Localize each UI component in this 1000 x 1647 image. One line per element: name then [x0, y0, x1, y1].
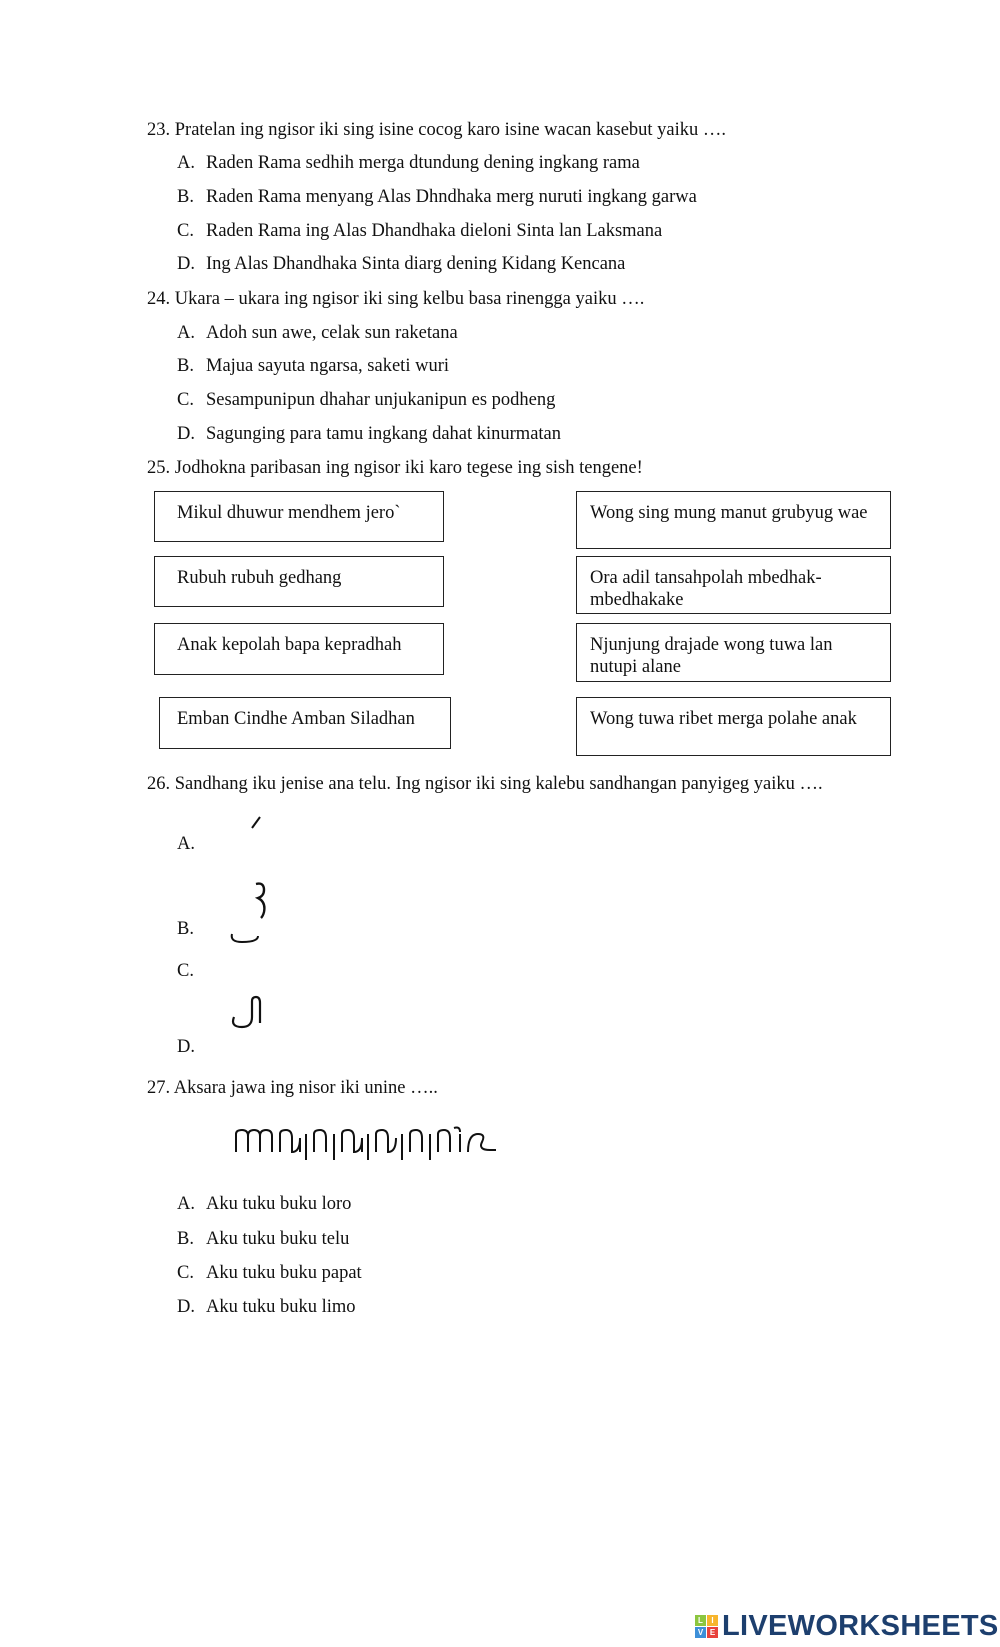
- option-27b[interactable]: B.: [177, 1229, 194, 1249]
- option-text: Sagunging para tamu ingkang dahat kinurmatan: [206, 424, 562, 444]
- match-left-1[interactable]: Mikul dhuwur mendhem jero`: [154, 491, 444, 542]
- aksara-jawa-image: [234, 1126, 498, 1162]
- question-26: [147, 773, 823, 795]
- badge-letter: L: [695, 1615, 706, 1626]
- question-text: Pratelan ing ngisor iki sing isine cocog karo isine wacan kasebut yaiku ….: [174, 120, 727, 140]
- option-23b[interactable]: [177, 186, 194, 208]
- sandhangan-glyph-b: [228, 880, 272, 948]
- option-letter: B.: [177, 187, 194, 207]
- question-text: Ukara – ukara ing ngisor iki sing kelbu basa rinengga yaiku ….: [174, 289, 645, 309]
- option-text: Adoh sun awe, celak sun raketana: [206, 323, 458, 343]
- option-27c[interactable]: C.: [177, 1263, 194, 1283]
- question-text: Jodhokna paribasan ing ngisor iki karo tegese ing sish tengene!: [174, 458, 643, 478]
- logo-text: LIVEWORKSHEETS: [722, 1610, 999, 1642]
- match-right-1[interactable]: Wong sing mung manut grubyug wae: [576, 491, 891, 549]
- option-26c[interactable]: C.: [177, 961, 194, 981]
- match-left-4[interactable]: Emban Cindhe Amban Siladhan: [159, 697, 451, 749]
- sandhangan-wignyan-glyph: [249, 815, 265, 829]
- match-left-2[interactable]: Rubuh rubuh gedhang: [154, 556, 444, 607]
- question-text: Aksara jawa ing nisor iki unine …..: [173, 1078, 438, 1098]
- option-letter: A.: [177, 153, 195, 173]
- option-text: Aku tuku buku limo: [206, 1297, 356, 1317]
- logo-badge-icon: [695, 1615, 718, 1638]
- option-letter: D.: [177, 254, 195, 274]
- match-right-2[interactable]: Ora adil tansahpolah mbedhak-mbedhakake: [576, 556, 891, 614]
- match-right-4[interactable]: Wong tuwa ribet merga polahe anak: [576, 697, 891, 756]
- option-26b[interactable]: B.: [177, 919, 194, 939]
- question-number: 26.: [147, 774, 171, 794]
- badge-letter: E: [707, 1627, 718, 1638]
- option-text: Raden Rama sedhih merga dtundung dening ingkang rama: [206, 153, 640, 173]
- option-24b[interactable]: [177, 355, 194, 377]
- match-right-3[interactable]: Njunjung drajade wong tuwa lan nutupi alane: [576, 623, 891, 682]
- option-24c[interactable]: [177, 389, 194, 411]
- option-letter: A.: [177, 323, 195, 343]
- option-23a[interactable]: [177, 152, 195, 174]
- option-27a[interactable]: A.: [177, 1194, 195, 1214]
- option-text: Raden Rama ing Alas Dhandhaka dieloni Sinta lan Laksmana: [206, 221, 663, 241]
- match-left-3[interactable]: Anak kepolah bapa kepradhah: [154, 623, 444, 675]
- question-text: Sandhang iku jenise ana telu. Ing ngisor iki sing kalebu sandhangan panyigeg yaiku ….: [174, 774, 823, 794]
- option-letter: D.: [177, 424, 195, 444]
- option-24d[interactable]: [177, 423, 195, 445]
- badge-letter: I: [707, 1615, 718, 1626]
- option-23d[interactable]: [177, 253, 195, 275]
- question-number: 25.: [147, 458, 171, 478]
- option-letter: C.: [177, 221, 194, 241]
- question-25: [147, 457, 643, 479]
- option-23c[interactable]: [177, 220, 194, 242]
- question-number: 23.: [147, 120, 171, 140]
- option-text: Aku tuku buku telu: [206, 1229, 350, 1249]
- option-text: Sesampunipun dhahar unjukanipun es podheng: [206, 390, 556, 410]
- option-letter: B.: [177, 356, 194, 376]
- option-text: Majua sayuta ngarsa, saketi wuri: [206, 356, 449, 376]
- option-text: Aku tuku buku loro: [206, 1194, 352, 1214]
- option-text: Aku tuku buku papat: [206, 1263, 362, 1283]
- sandhangan-glyph-d: [228, 995, 268, 1031]
- badge-letter: V: [695, 1627, 706, 1638]
- option-letter: C.: [177, 390, 194, 410]
- liveworksheets-logo: [695, 1610, 999, 1643]
- option-27d[interactable]: D.: [177, 1297, 195, 1317]
- option-text: Raden Rama menyang Alas Dhndhaka merg nuruti ingkang garwa: [206, 187, 697, 207]
- question-23: [147, 119, 726, 141]
- question-24: [147, 288, 644, 310]
- option-text: Ing Alas Dhandhaka Sinta diarg dening Kidang Kencana: [206, 254, 626, 274]
- question-number: 24.: [147, 289, 171, 309]
- option-24a[interactable]: [177, 322, 195, 344]
- option-26a[interactable]: A.: [177, 834, 195, 854]
- question-number: 27.: [147, 1078, 171, 1098]
- question-27: [147, 1077, 438, 1099]
- option-26d[interactable]: D.: [177, 1037, 195, 1057]
